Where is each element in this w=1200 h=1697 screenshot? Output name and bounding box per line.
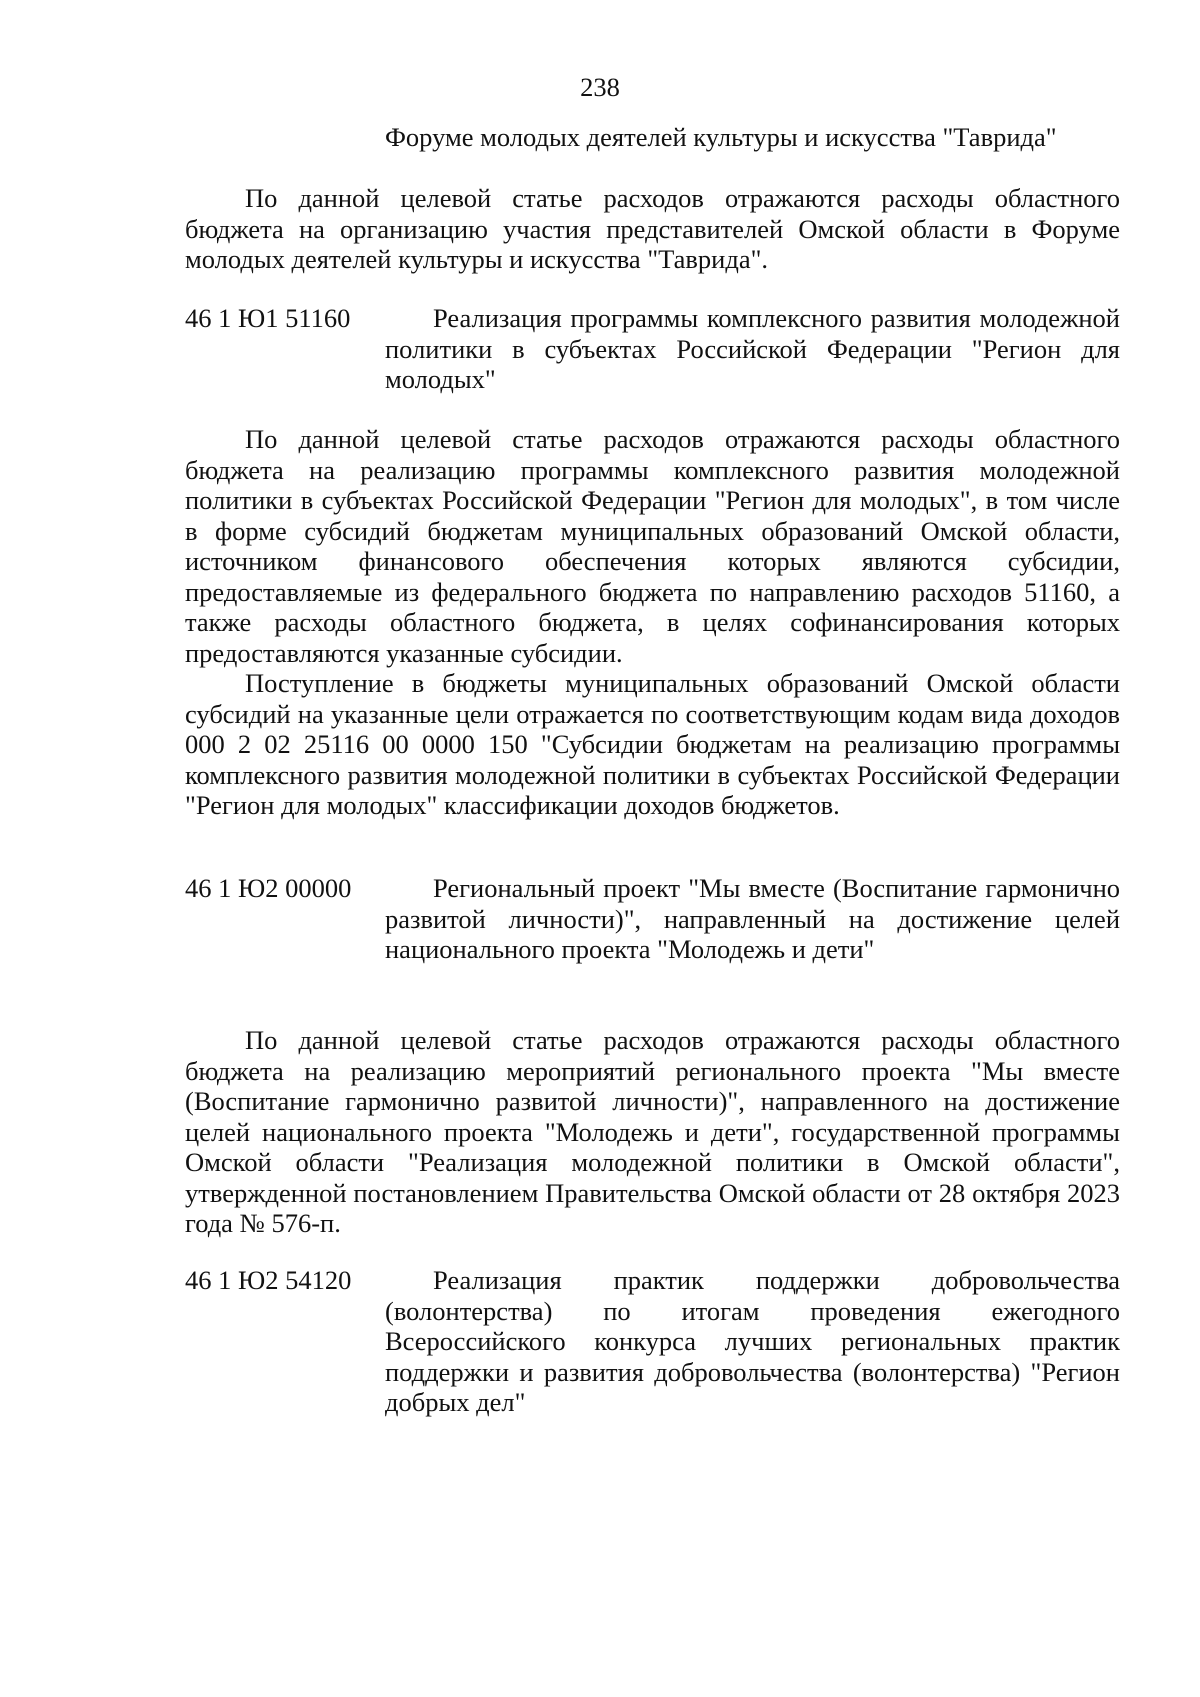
paragraph-text: По данной целевой статье расходов отражаются расходы областного бюджета на реализацию мероприятий регионального проекта "Мы вместе (Воспитание гармонично развитой личности)", направленного на достижение целей национального проекта "Молодежь и дети", государственной программы Омской области "Реализация молодежной политики в Омской области", утвержденной постановлением Правительства Омской области от 28 октября 2023 года № 576-п. <box>185 1025 1120 1238</box>
budget-item-46-1-yu2-54120 <box>185 1265 1120 1418</box>
page-number: 238 <box>580 72 620 102</box>
budget-item-46-1-yu2-00000 <box>185 873 1120 965</box>
budget-item-title: Реализация программы комплексного развития молодежной политики в субъектах Российской Федерации "Регион для молодых" <box>385 303 1120 394</box>
budget-code: 46 1 Ю2 54120 <box>185 1265 352 1295</box>
paragraph-text: По данной целевой статье расходов отражаются расходы областного бюджета на реализацию программы комплексного развития молодежной политики в субъектах Российской Федерации "Регион для молодых", в том числе в форме субсидий бюджетам муниципальных образований Омской области, источником финансового обеспечения которых являются субсидии, предоставляемые из федерального бюджета по направлению расходов 51160, а также расходы областного бюджета, в целях софинансирования которых предоставляются указанные субсидии. <box>185 424 1120 668</box>
paragraph-text: По данной целевой статье расходов отражаются расходы областного бюджета на организацию участия представителей Омской области в Форуме молодых деятелей культуры и искусства "Таврида". <box>185 183 1120 274</box>
paragraph-tavrida-description <box>185 183 1120 275</box>
paragraph-my-vmeste-description <box>185 1025 1120 1239</box>
paragraph-text: Поступление в бюджеты муниципальных образований Омской области субсидий на указанные цели отражается по соответствующим кодам вида доходов 000 2 02 25116 00 0000 150 "Субсидии бюджетам на реализацию программы комплексного развития молодежной политики в субъектах Российской Федерации "Регион для молодых" классификации доходов бюджетов. <box>185 668 1120 820</box>
budget-item-46-1-yu1-51160 <box>185 303 1120 395</box>
budget-item-title: Региональный проект "Мы вместе (Воспитание гармонично развитой личности)", направленный на достижение целей национального проекта "Молодежь и дети" <box>385 873 1120 964</box>
paragraph-region-description <box>185 424 1120 821</box>
budget-code: 46 1 Ю2 00000 <box>185 873 352 903</box>
budget-item-title: Реализация практик поддержки добровольчества (волонтерства) по итогам проведения ежегодного Всероссийского конкурса лучших региональных практик поддержки и развития добровольчества (волонтерства) "Регион добрых дел" <box>385 1265 1120 1417</box>
header-continuation: Форуме молодых деятелей культуры и искусства "Таврида" <box>385 122 1057 152</box>
budget-code: 46 1 Ю1 51160 <box>185 303 351 333</box>
